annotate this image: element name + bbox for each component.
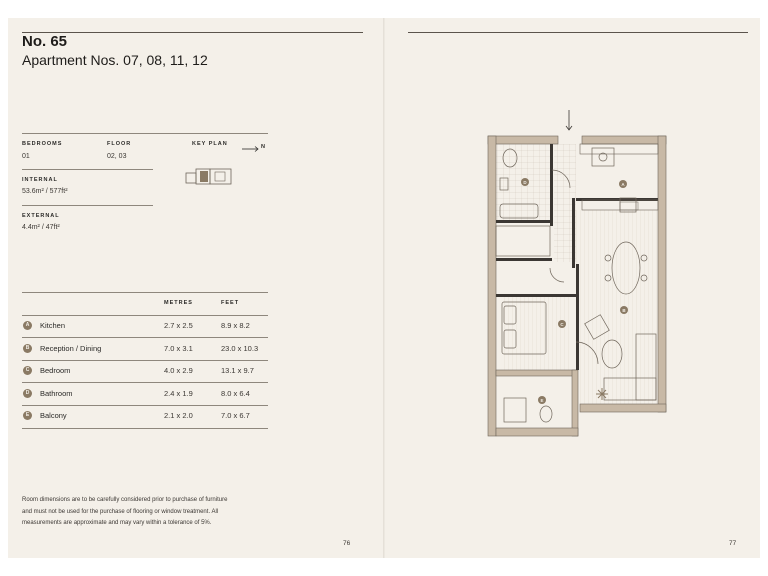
room-key-badge: B bbox=[23, 344, 32, 353]
room-metres: 4.0 x 2.9 bbox=[164, 366, 193, 375]
table-row-rule bbox=[22, 360, 268, 361]
left-page bbox=[8, 18, 384, 558]
room-marker-b bbox=[620, 306, 628, 314]
room-metres: 2.1 x 2.0 bbox=[164, 411, 193, 420]
room-feet: 23.0 x 10.3 bbox=[221, 344, 259, 353]
plan-title: No. 65 bbox=[22, 33, 68, 50]
floor-label: FLOOR bbox=[107, 141, 132, 147]
book-gutter bbox=[383, 18, 385, 558]
page-number-left: 76 bbox=[343, 540, 351, 547]
room-feet: 7.0 x 6.7 bbox=[221, 411, 250, 420]
page-number-right: 77 bbox=[729, 540, 737, 547]
room-marker-e bbox=[538, 396, 546, 404]
room-marker-a bbox=[619, 180, 627, 188]
room-key-badge: C bbox=[23, 366, 32, 375]
specs-rule-2 bbox=[22, 169, 153, 170]
room-name: Bedroom bbox=[40, 366, 71, 375]
internal-value: 53.6m² / 577ft² bbox=[22, 188, 68, 195]
table-top-rule bbox=[22, 292, 268, 293]
room-feet: 8.9 x 8.2 bbox=[221, 321, 250, 330]
table-bottom-rule bbox=[22, 428, 268, 429]
disclaimer-note: Room dimensions are to be carefully considered prior to purchase of furniture and must not be used for the purchase of flooring or window treatment. All measurements are approximate and may vary within a tolerance of 5%. bbox=[22, 497, 228, 526]
room-key-badge: A bbox=[23, 321, 32, 330]
table-row-rule bbox=[22, 382, 268, 383]
external-value: 4.4m² / 47ft² bbox=[22, 224, 60, 231]
svg-text:E: E bbox=[540, 398, 544, 403]
specs-rule bbox=[22, 133, 268, 134]
room-feet: 13.1 x 9.7 bbox=[221, 366, 254, 375]
external-label: EXTERNAL bbox=[22, 213, 60, 219]
table-row-rule bbox=[22, 405, 268, 406]
svg-text:A: A bbox=[621, 182, 625, 187]
table-row-rule bbox=[22, 337, 268, 338]
room-marker-d bbox=[521, 178, 529, 186]
floor-plan-drawing bbox=[480, 108, 680, 440]
table-header-rule bbox=[22, 315, 268, 316]
room-feet: 8.0 x 6.4 bbox=[221, 389, 250, 398]
svg-text:D: D bbox=[523, 180, 527, 185]
room-metres: 2.4 x 1.9 bbox=[164, 389, 193, 398]
room-name: Bathroom bbox=[40, 389, 73, 398]
svg-text:C: C bbox=[560, 322, 564, 327]
room-key-badge: E bbox=[23, 411, 32, 420]
specs-rule-3 bbox=[22, 205, 153, 206]
room-metres: 7.0 x 3.1 bbox=[164, 344, 193, 353]
metres-header: METRES bbox=[164, 300, 193, 306]
internal-label: INTERNAL bbox=[22, 177, 58, 183]
north-arrow-icon bbox=[242, 140, 262, 158]
room-key-badge: D bbox=[23, 389, 32, 398]
room-name: Reception / Dining bbox=[40, 344, 102, 353]
key-plan-thumbnail bbox=[185, 166, 233, 193]
top-rule-left bbox=[22, 32, 363, 33]
keyplan-label: KEY PLAN bbox=[192, 141, 228, 147]
north-label: N bbox=[261, 144, 266, 150]
svg-text:B: B bbox=[622, 308, 626, 313]
room-marker-c bbox=[558, 320, 566, 328]
entrance-arrow-icon bbox=[566, 110, 572, 130]
feet-header: FEET bbox=[221, 300, 240, 306]
bedrooms-label: BEDROOMS bbox=[22, 141, 63, 147]
room-name: Kitchen bbox=[40, 321, 66, 330]
top-rule-right bbox=[408, 32, 748, 33]
bedrooms-value: 01 bbox=[22, 153, 30, 160]
floor-value: 02, 03 bbox=[107, 153, 127, 160]
apartment-subtitle: Apartment Nos. 07, 08, 11, 12 bbox=[22, 52, 208, 68]
room-name: Balcony bbox=[40, 411, 67, 420]
room-metres: 2.7 x 2.5 bbox=[164, 321, 193, 330]
